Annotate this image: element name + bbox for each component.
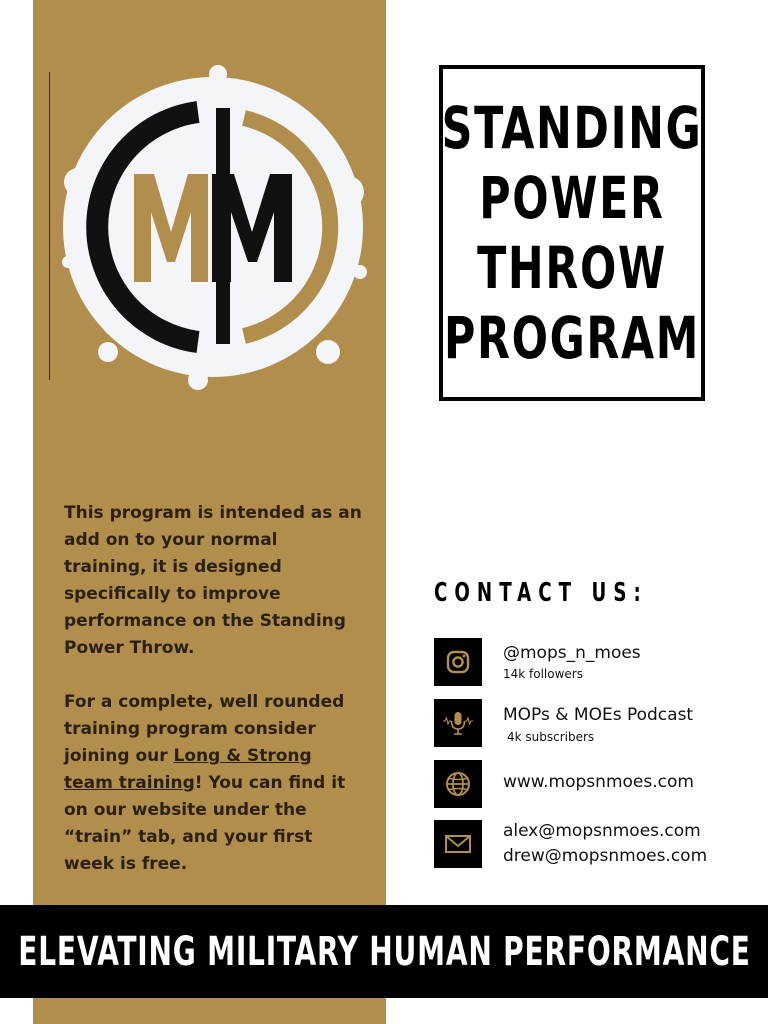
description-text: For a complete, well rounded training program consider joining our (64, 692, 345, 766)
mm-logo (48, 62, 374, 392)
podcast-microphone-icon[interactable] (434, 699, 482, 747)
instagram-followers: 14k followers (503, 667, 583, 681)
description-paragraph-2 (64, 689, 364, 878)
footer-banner (0, 905, 768, 998)
title-line: THROW (477, 234, 667, 302)
description-paragraph-1: This program is intended as an add on to your normal training, it is designed specifically to improve performance on the Standing Power Throw. (64, 503, 362, 658)
title-line: POWER (479, 164, 665, 232)
program-title (442, 93, 703, 373)
description-text: ! You can find it on our website under the “train” tab, and your first week is free. (64, 773, 346, 874)
instagram-handle[interactable]: @mops_n_moes (503, 643, 641, 663)
website-url[interactable]: www.mopsnmoes.com (503, 772, 694, 792)
contact-heading: CONTACT US: (434, 578, 648, 608)
logo-graphic (48, 62, 374, 392)
podcast-subscribers: 4k subscribers (507, 730, 595, 744)
banner-tagline: ELEVATING MILITARY HUMAN PERFORMANCE (17, 928, 751, 975)
long-strong-link[interactable]: Long & Strong team training (64, 746, 312, 793)
globe-icon[interactable] (434, 760, 482, 808)
program-title-box (439, 65, 705, 401)
email-drew[interactable]: drew@mopsnmoes.com (503, 846, 708, 866)
podcast-name[interactable]: MOPs & MOEs Podcast (503, 705, 694, 725)
program-description (64, 500, 364, 878)
instagram-icon[interactable] (434, 638, 482, 686)
email-alex[interactable]: alex@mopsnmoes.com (503, 821, 701, 841)
title-line: STANDING (441, 94, 703, 162)
title-line: PROGRAM (444, 304, 700, 372)
envelope-icon[interactable] (434, 820, 482, 868)
